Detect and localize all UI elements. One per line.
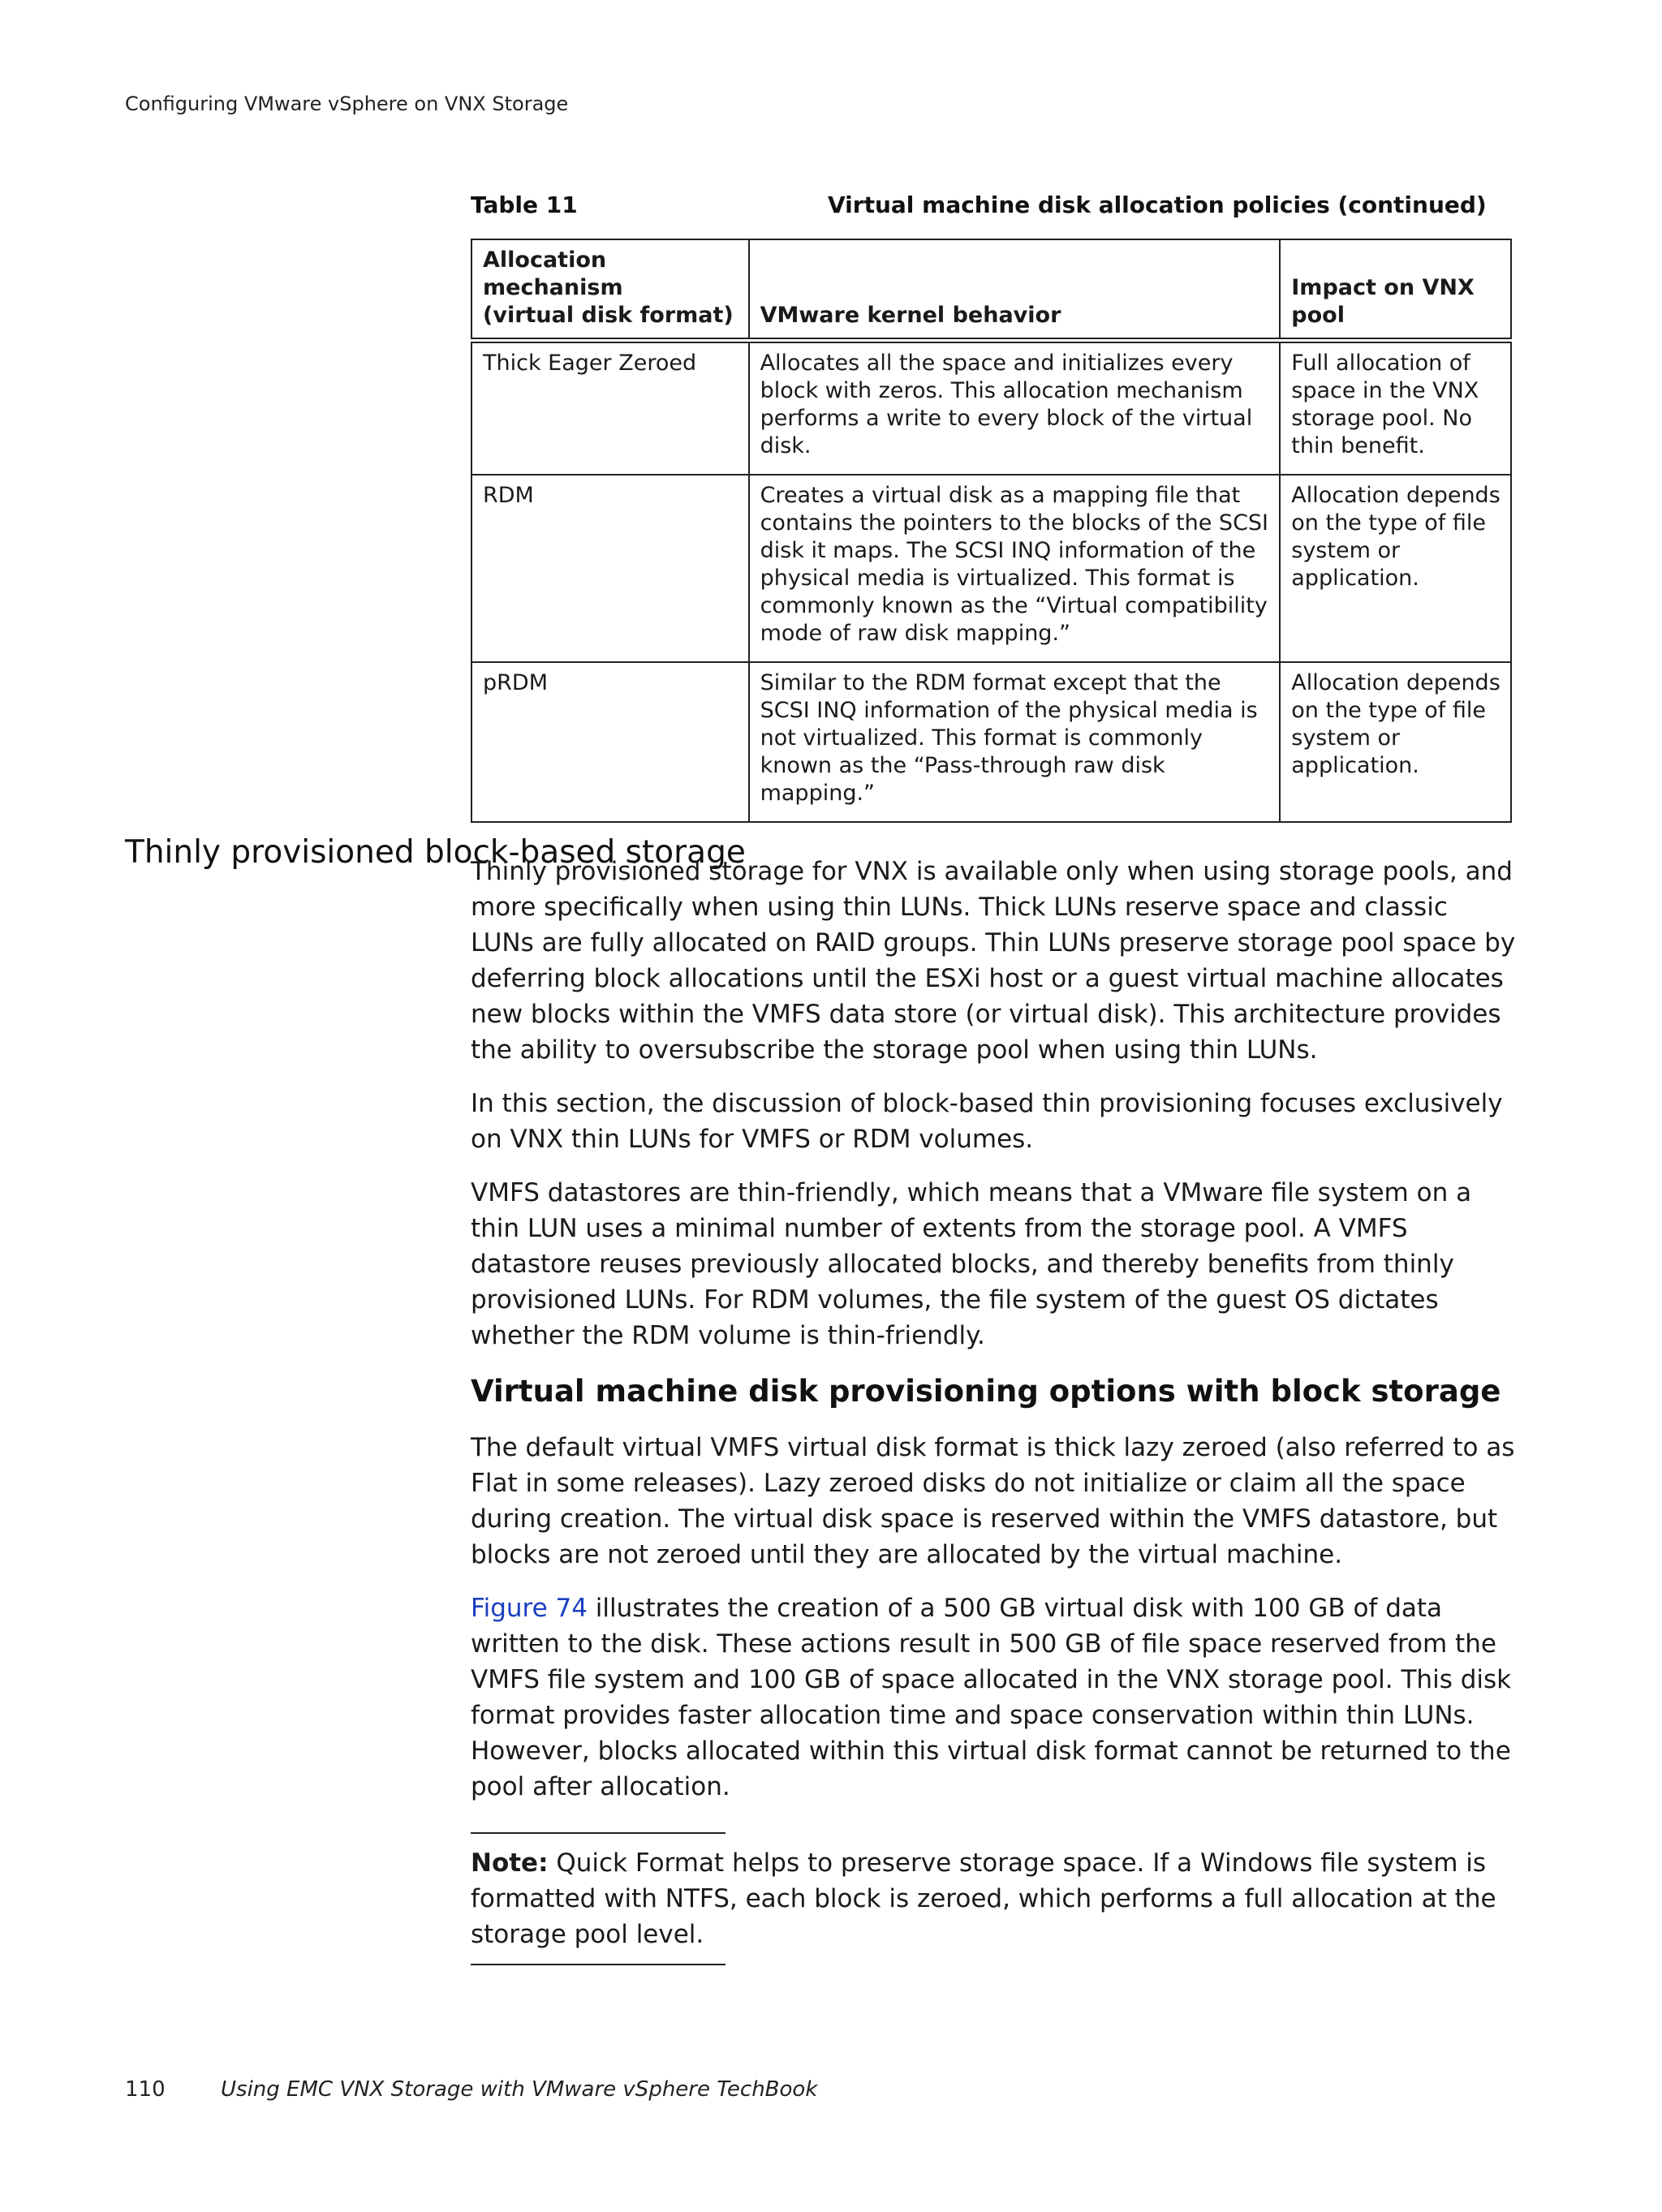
allocation-policies-table [471,239,1512,823]
table-title: Virtual machine disk allocation policies (continued) [828,192,1487,218]
note-block [471,1832,1518,1965]
table-row [471,341,1511,476]
table-row [471,475,1511,662]
subsection-paragraph [471,1590,1518,1805]
cell-mechanism: pRDM [471,662,749,822]
cell-behavior: Allocates all the space and initializes every block with zeros. This allocation mechanism performs a write to every block of the virtual disk. [749,341,1281,476]
note-top-rule [471,1832,726,1834]
section-paragraph: VMFS datastores are thin-friendly, which means that a VMware file system on a thin LUN uses a minimal number of extents from the storage pool. A VMFS datastore reuses previously allocated blocks, and thereby benefits from thinly provisioned LUNs. For RDM volumes, the file system of the guest OS dictates whether the RDM volume is thin-friendly. [471,1178,1472,1350]
cell-mechanism: RDM [471,475,749,662]
subsection-paragraph: The default virtual VMFS virtual disk format is thick lazy zeroed (also referred to as Flat in some releases). Lazy zeroed disks do not initialize or claim all the space during creation. The virtual disk space is reserved within the VMFS datastore, but blocks are not zeroed until they are allocated by the virtual machine. [471,1433,1515,1569]
running-header: Configuring VMware vSphere on VNX Storage [125,93,569,115]
note-text: Quick Format helps to preserve storage space. If a Windows file system is formatted with NTFS, each block is zeroed, which performs a full allocation at the storage pool level. [471,1848,1496,1949]
column-header-behavior: VMware kernel behavior [749,239,1281,341]
note-bottom-rule [471,1964,726,1965]
note-label: Note: [471,1848,549,1878]
table-header-row [471,239,1511,341]
section-paragraph: Thinly provisioned storage for VNX is available only when using storage pools, and more specifically when using thin LUNs. Thick LUNs reserve space and classic LUNs are fully allocated on RAID groups. Thin LUNs preserve storage pool space by deferring block allocations until the ESXi host or a guest virtual machine allocates new blocks within the VMFS data store (or virtual disk). This architecture provides the ability to oversubscribe the storage pool when using thin LUNs. [471,857,1516,1065]
table-number: Table 11 [471,192,578,218]
paragraph-text: illustrates the creation of a 500 GB virtual disk with 100 GB of data written to the disk. These actions result in 500 GB of file space reserved from the VMFS file system and 100 GB of space allocated in the VNX storage pool. This disk format provides faster allocation time and space conservation within thin LUNs. However, blocks allocated within this virtual disk format cannot be returned to the pool after allocation. [471,1594,1512,1801]
subsection-heading: Virtual machine disk provisioning options with block storage [471,1374,1501,1409]
column-header-impact: Impact on VNX pool [1280,239,1511,341]
cell-mechanism: Thick Eager Zeroed [471,341,749,476]
cell-impact: Full allocation of space in the VNX storage pool. No thin benefit. [1280,341,1511,476]
table-row [471,662,1511,822]
note-paragraph [471,1845,1518,1952]
section-paragraph: In this section, the discussion of block-based thin provisioning focuses exclusively on VNX thin LUNs for VMFS or RDM volumes. [471,1089,1503,1154]
page-footer [125,2077,817,2102]
book-title: Using EMC VNX Storage with VMware vSphere TechBook [221,2077,818,2102]
column-header-mechanism-line1: Allocation mechanism [483,247,623,300]
cell-impact: Allocation depends on the type of file system or application. [1280,662,1511,822]
cell-behavior: Similar to the RDM format except that the SCSI INQ information of the physical media is not virtualized. This format is commonly known as the “Pass-through raw disk mapping.” [749,662,1281,822]
column-header-mechanism-line2: (virtual disk format) [483,303,734,328]
section-body [471,854,1518,1965]
cell-behavior: Creates a virtual disk as a mapping file that contains the pointers to the blocks of the SCSI disk it maps. The SCSI INQ information of the physical media is virtualized. This format is commonly known as the “Virtual compatibility mode of raw disk mapping.” [749,475,1281,662]
column-header-mechanism [471,239,749,341]
page-number: 110 [125,2077,166,2102]
figure-74-link[interactable]: Figure 74 [471,1594,588,1623]
section-heading: Thinly provisioned block-based storage [125,834,746,871]
cell-impact: Allocation depends on the type of file system or application. [1280,475,1511,662]
